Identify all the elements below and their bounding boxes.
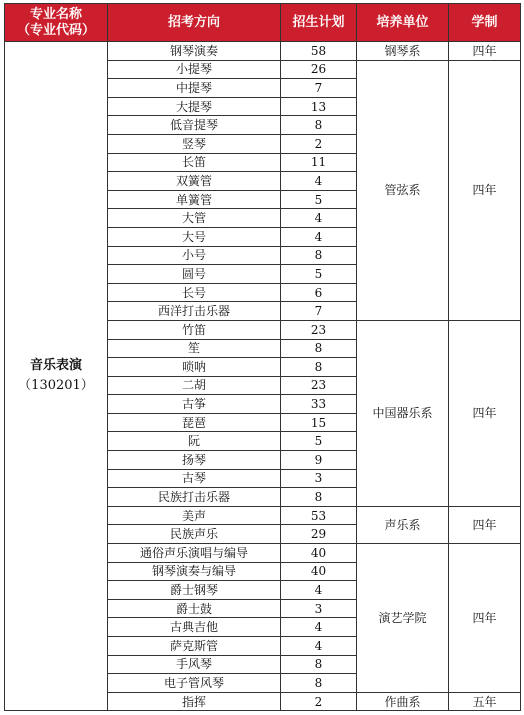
major-cell: [5, 42, 108, 711]
plan-cell: 5: [281, 432, 357, 451]
direction-cell: 爵士鼓: [108, 599, 281, 618]
plan-cell: 33: [281, 395, 357, 414]
header-direction: 招考方向: [108, 4, 281, 42]
duration-cell: 四年: [449, 60, 521, 320]
plan-cell: 8: [281, 339, 357, 358]
unit-cell: 管弦系: [357, 60, 449, 320]
plan-cell: 29: [281, 525, 357, 544]
direction-cell: 小号: [108, 246, 281, 265]
plan-cell: 8: [281, 488, 357, 507]
plan-cell: 9: [281, 451, 357, 470]
plan-cell: 4: [281, 172, 357, 191]
direction-cell: 长号: [108, 283, 281, 302]
duration-cell: 四年: [449, 42, 521, 61]
unit-cell: 声乐系: [357, 506, 449, 543]
table-row: [5, 42, 521, 61]
plan-cell: 5: [281, 265, 357, 284]
direction-cell: 钢琴演奏与编导: [108, 562, 281, 581]
direction-cell: 萨克斯管: [108, 637, 281, 656]
plan-cell: 4: [281, 637, 357, 656]
direction-cell: 琵琶: [108, 413, 281, 432]
direction-cell: 通俗声乐演唱与编导: [108, 544, 281, 563]
direction-cell: 手风琴: [108, 655, 281, 674]
plan-cell: 26: [281, 60, 357, 79]
duration-cell: 四年: [449, 544, 521, 693]
header-plan: 招生计划: [281, 4, 357, 42]
unit-cell: 作曲系: [357, 692, 449, 711]
unit-cell: 中国器乐系: [357, 320, 449, 506]
plan-cell: 2: [281, 692, 357, 711]
header-unit: 培养单位: [357, 4, 449, 42]
duration-cell: 四年: [449, 320, 521, 506]
plan-cell: 58: [281, 42, 357, 61]
plan-cell: 7: [281, 79, 357, 98]
direction-cell: 钢琴演奏: [108, 42, 281, 61]
direction-cell: 长笛: [108, 153, 281, 172]
plan-cell: 23: [281, 376, 357, 395]
direction-cell: 笙: [108, 339, 281, 358]
direction-cell: 西洋打击乐器: [108, 302, 281, 321]
plan-cell: 23: [281, 320, 357, 339]
table-body: [5, 42, 521, 711]
major-code: （130201）: [18, 378, 94, 394]
header-major-line1: 专业名称: [29, 6, 82, 22]
unit-cell: 演艺学院: [357, 544, 449, 693]
plan-cell: 8: [281, 655, 357, 674]
duration-cell: 四年: [449, 506, 521, 543]
direction-cell: 古筝: [108, 395, 281, 414]
direction-cell: 古琴: [108, 469, 281, 488]
header-duration: 学制: [449, 4, 521, 42]
direction-cell: 二胡: [108, 376, 281, 395]
plan-cell: 4: [281, 227, 357, 246]
direction-cell: 单簧管: [108, 190, 281, 209]
plan-cell: 15: [281, 413, 357, 432]
direction-cell: 唢呐: [108, 358, 281, 377]
direction-cell: 美声: [108, 506, 281, 525]
major-name: 音乐表演: [29, 358, 82, 374]
plan-cell: 40: [281, 562, 357, 581]
direction-cell: 大提琴: [108, 97, 281, 116]
direction-cell: 爵士钢琴: [108, 581, 281, 600]
header-major: [5, 4, 108, 42]
plan-cell: 8: [281, 246, 357, 265]
plan-cell: 6: [281, 283, 357, 302]
direction-cell: 竹笛: [108, 320, 281, 339]
plan-cell: 7: [281, 302, 357, 321]
direction-cell: 圆号: [108, 265, 281, 284]
plan-cell: 2: [281, 134, 357, 153]
direction-cell: 古典吉他: [108, 618, 281, 637]
direction-cell: 低音提琴: [108, 116, 281, 135]
plan-cell: 5: [281, 190, 357, 209]
duration-cell: 五年: [449, 692, 521, 711]
direction-cell: 民族打击乐器: [108, 488, 281, 507]
plan-cell: 4: [281, 581, 357, 600]
plan-cell: 13: [281, 97, 357, 116]
plan-cell: 40: [281, 544, 357, 563]
plan-cell: 53: [281, 506, 357, 525]
plan-cell: 11: [281, 153, 357, 172]
direction-cell: 阮: [108, 432, 281, 451]
direction-cell: 双簧管: [108, 172, 281, 191]
plan-cell: 4: [281, 618, 357, 637]
plan-cell: 8: [281, 674, 357, 693]
unit-cell: 钢琴系: [357, 42, 449, 61]
direction-cell: 电子管风琴: [108, 674, 281, 693]
direction-cell: 小提琴: [108, 60, 281, 79]
direction-cell: 中提琴: [108, 79, 281, 98]
direction-cell: 民族声乐: [108, 525, 281, 544]
plan-cell: 8: [281, 358, 357, 377]
plan-cell: 8: [281, 116, 357, 135]
direction-cell: 竖琴: [108, 134, 281, 153]
plan-cell: 4: [281, 209, 357, 228]
plan-cell: 3: [281, 469, 357, 488]
plan-cell: 3: [281, 599, 357, 618]
direction-cell: 大号: [108, 227, 281, 246]
header-row: [5, 4, 521, 42]
direction-cell: 大管: [108, 209, 281, 228]
direction-cell: 扬琴: [108, 451, 281, 470]
direction-cell: 指挥: [108, 692, 281, 711]
admissions-table: [4, 3, 521, 711]
header-major-line2: （专业代码）: [16, 22, 95, 38]
